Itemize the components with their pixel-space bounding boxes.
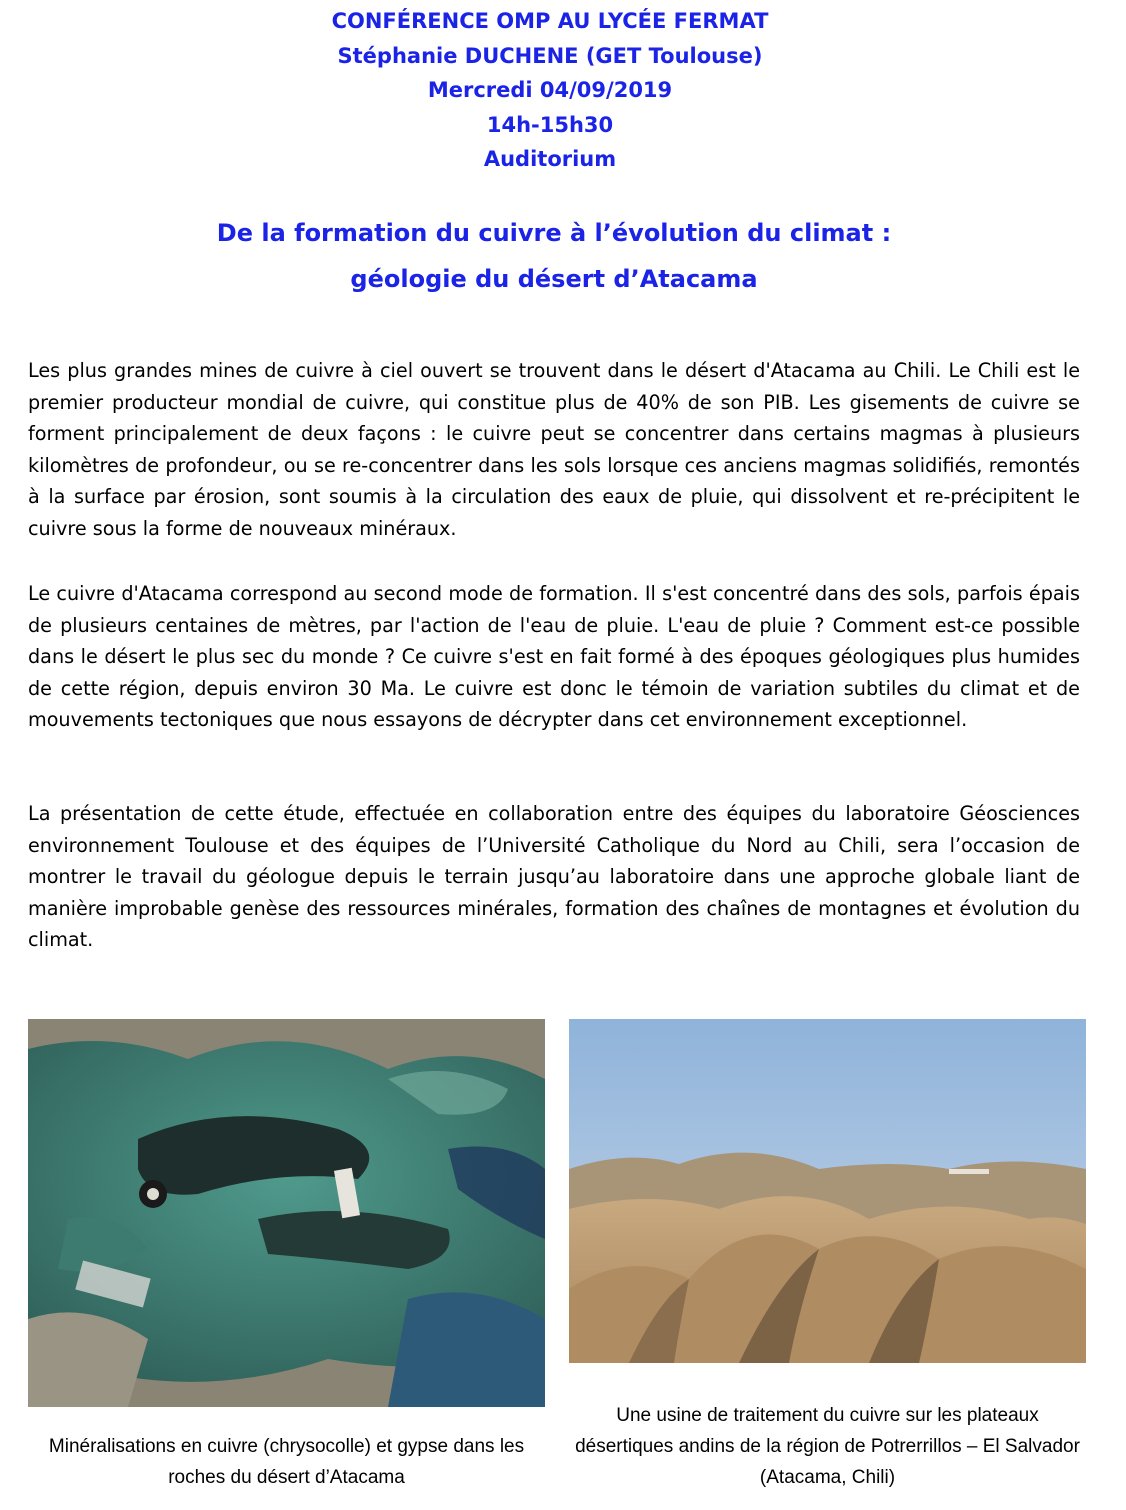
event-time: 14h-15h30 bbox=[486, 112, 614, 137]
atacama-landscape-photo bbox=[569, 1019, 1086, 1363]
paragraph-1: Les plus grandes mines de cuivre à ciel ouvert se trouvent dans le désert d'Atacama au Chili. Le Chili est le premier producteur mondial de cuivre, qui constitue plus de 40% de son PIB. Les gisements de cuivre se forment principalement de deux façons : le cuivre peut se concentrer dans certains magmas à plusieurs kilomètres de profondeur, ou se re-concentrer dans les sols lorsque ces anciens magmas solidifiés, remontés à la surface par érosion, sont soumis à la circulation des eaux de pluie, qui dissolvent et re-précipitent le cuivre sous la forme de nouveaux minéraux. bbox=[28, 359, 1080, 540]
talk-title bbox=[0, 210, 1108, 302]
chrysocolla-photo bbox=[28, 1019, 545, 1407]
event-title: CONFÉRENCE OMP AU LYCÉE FERMAT bbox=[331, 9, 769, 33]
caption-landscape: Une usine de traitement du cuivre sur les plateaux désertiques andins de la région de Potrerrillos – El Salvador (Atacama, Chili) bbox=[575, 1405, 1080, 1488]
event-date: Mercredi 04/09/2019 bbox=[427, 78, 673, 102]
event-location: Auditorium bbox=[483, 147, 617, 171]
event-header bbox=[0, 4, 1100, 177]
paragraph-2: Le cuivre d'Atacama correspond au second mode de formation. Il s'est concentré dans des sols, parfois épais de plusieurs centaines de mètres, par l'action de l'eau de pluie. L'eau de pluie ? Comment est-ce possible dans le désert le plus sec du monde ? Ce cuivre s'est en fait formé à des époques géologiques plus humides de cette région, depuis environ 30 Ma. Le cuivre est donc le témoin de variation subtiles du climat et de mouvements tectoniques que nous essayons de décrypter dans cet environnement exceptionnel. bbox=[28, 582, 1080, 731]
caption-chrysocolla: Minéralisations en cuivre (chrysocolle) et gypse dans les roches du désert d’Atacama bbox=[48, 1436, 525, 1488]
talk-title-line-2: géologie du désert d’Atacama bbox=[350, 265, 758, 293]
speaker-name: Stéphanie DUCHENE (GET Toulouse) bbox=[337, 43, 763, 68]
paragraph-3: La présentation de cette étude, effectuée en collaboration entre des équipes du laboratoire Géosciences environnement Toulouse et des équipes de l’Université Catholique du Nord au Chili, sera l’occasion de montrer le travail du géologue depuis le terrain jusqu’au laboratoire dans une approche globale liant de manière improbable genèse des ressources minérales, formation des chaînes de montagnes et évolution du climat. bbox=[28, 802, 1080, 951]
talk-title-line-1: De la formation du cuivre à l’évolution du climat : bbox=[216, 219, 892, 247]
